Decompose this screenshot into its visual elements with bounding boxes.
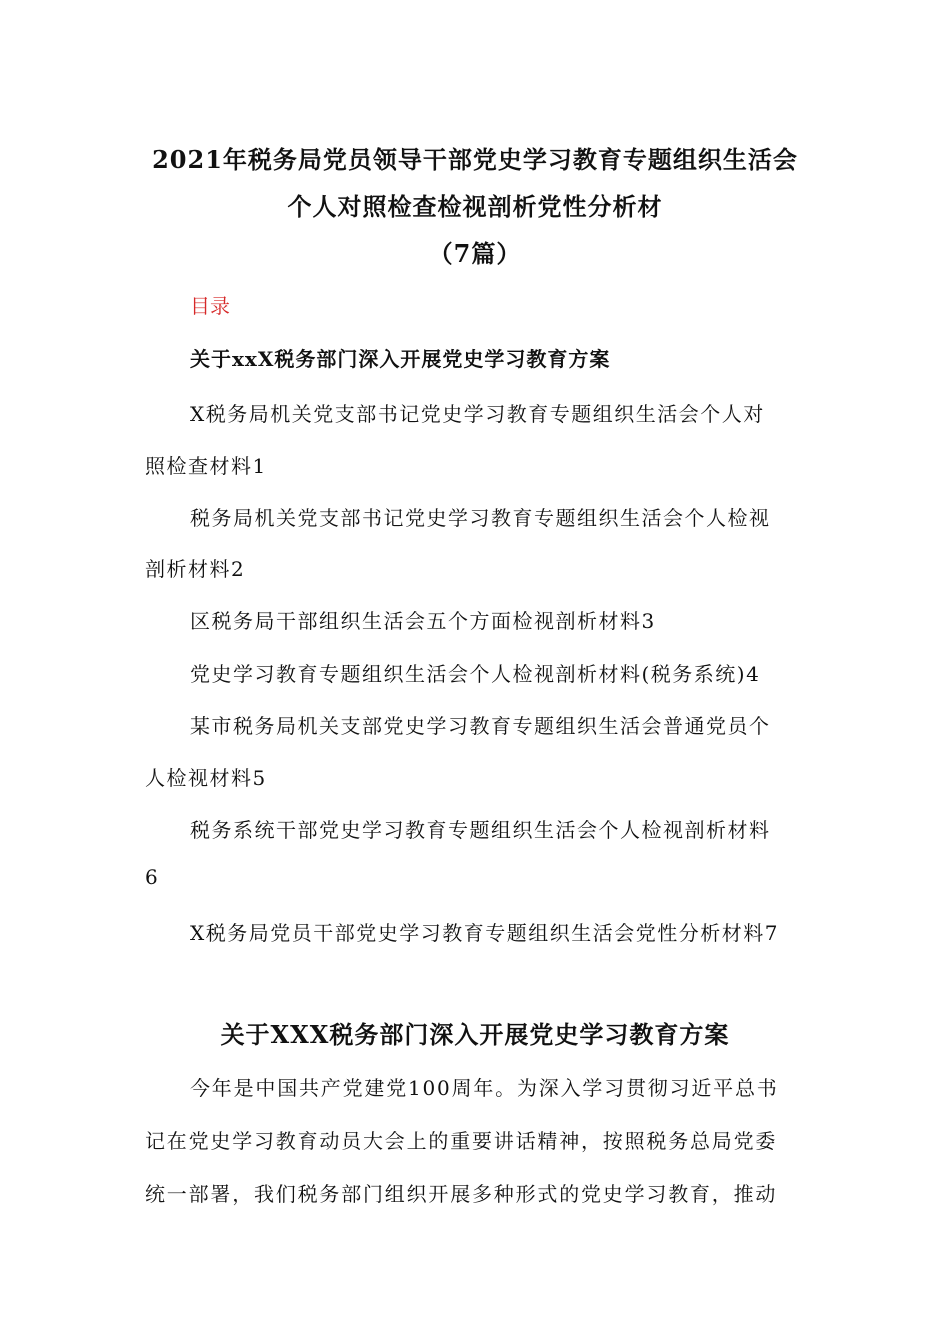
toc-entry-4-line-0[interactable]: 党史学习教育专题组织生活会个人检视剖析材料(税务系统)4 (190, 662, 761, 686)
paragraph-line-0: 今年是中国共产党建党100周年。为深入学习贯彻习近平总书 (190, 1076, 779, 1100)
toc-entry-0-line-0[interactable]: 关于xxX税务部门深入开展党史学习教育方案 (190, 347, 611, 371)
document-title-line-2: 个人对照检查检视剖析党性分析材 (287, 192, 663, 221)
toc-entry-6-line-1[interactable]: 6 (145, 865, 160, 889)
document-title-line-3: （7篇） (428, 239, 522, 268)
document-title-line-1: 2021年税务局党员领导干部党史学习教育专题组织生活会 (152, 145, 798, 174)
toc-entry-2-line-1[interactable]: 剖析材料2 (145, 557, 246, 581)
toc-entry-1-line-1[interactable]: 照检查材料1 (145, 454, 267, 478)
toc-entry-7-line-0[interactable]: X税务局党员干部党史学习教育专题组织生活会党性分析材料7 (190, 921, 779, 945)
toc-entry-5-line-0[interactable]: 某市税务局机关支部党史学习教育专题组织生活会普通党员个 (190, 714, 771, 738)
toc-entry-5-line-1[interactable]: 人检视材料5 (145, 766, 267, 790)
toc-heading[interactable]: 目录 (190, 294, 230, 318)
toc-entry-2-line-0[interactable]: 税务局机关党支部书记党史学习教育专题组织生活会个人检视 (190, 506, 771, 530)
toc-entry-3-line-0[interactable]: 区税务局干部组织生活会五个方面检视剖析材料3 (190, 609, 656, 633)
toc-entry-6-line-0[interactable]: 税务系统干部党史学习教育专题组织生活会个人检视剖析材料 (190, 818, 771, 842)
paragraph-line-2: 统一部署，我们税务部门组织开展多种形式的党史学习教育，推动 (145, 1182, 778, 1206)
section-title: 关于XXX税务部门深入开展党史学习教育方案 (220, 1020, 730, 1049)
toc-entry-1-line-0[interactable]: X税务局机关党支部书记党史学习教育专题组织生活会个人对 (190, 402, 765, 426)
paragraph-line-1: 记在党史学习教育动员大会上的重要讲话精神，按照税务总局党委 (145, 1129, 778, 1153)
